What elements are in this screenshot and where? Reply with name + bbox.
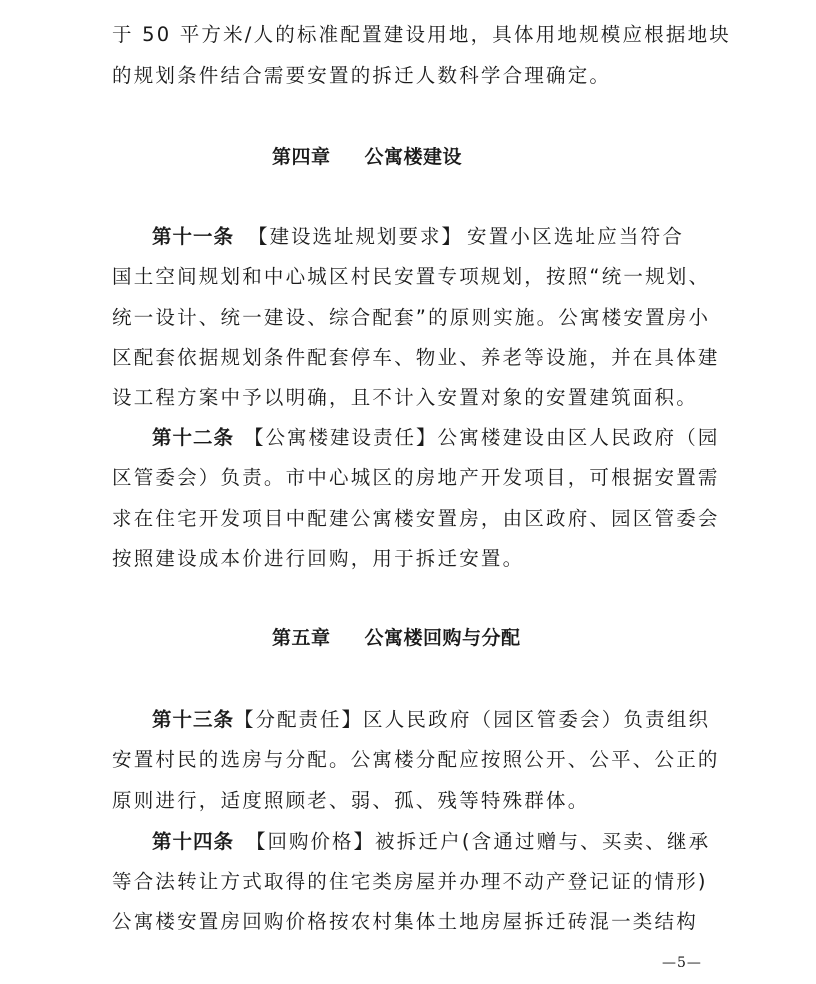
chapter-number: 第五章 (272, 627, 331, 649)
article-label: 第十四条 (152, 830, 235, 853)
body-text-line: 区配套依据规划条件配套停车、物业、养老等设施，并在具体建 (112, 346, 720, 369)
article-tag: 【分配责任】 (234, 708, 364, 731)
body-text-line: 设工程方案中予以明确，且不计入安置对象的安置建筑面积。 (112, 386, 698, 409)
article-first-line (152, 706, 710, 734)
chapter-number: 第四章 (272, 146, 331, 168)
body-text-line: 公寓楼安置房回购价格按农村集体土地房屋拆迁砖混一类结构 (112, 910, 698, 933)
body-text-line: 安置村民的选房与分配。公寓楼分配应按照公开、公平、公正的 (112, 748, 720, 771)
page-number: —5— (662, 955, 702, 971)
article-text: 安置小区选址应当符合 (467, 225, 685, 248)
article-tag: 【公寓楼建设责任】 (244, 426, 438, 449)
body-text-line: 于 50 平方米/人的标准配置建设用地，具体用地规模应根据地块 (112, 23, 731, 46)
article-tag: 【建设选址规划要求】 (248, 225, 464, 248)
article-label: 第十一条 (152, 225, 235, 248)
body-text-line: 的规划条件结合需要安置的拆迁人数科学合理确定。 (112, 64, 612, 87)
article-text: 区人民政府（园区管委会）负责组织 (363, 708, 711, 731)
body-text-line: 原则进行，适度照顾老、弱、孤、残等特殊群体。 (112, 789, 590, 812)
article-tag: 【回购价格】 (246, 830, 376, 853)
article-text: 被拆迁户(含通过赠与、买卖、继承 (375, 830, 711, 853)
body-text-line: 等合法转让方式取得的住宅类房屋并办理不动产登记证的情形) (112, 870, 708, 893)
article-first-line (152, 828, 710, 856)
body-text-line: 求在住宅开发项目中配建公寓楼安置房，由区政府、园区管委会 (112, 507, 720, 530)
chapter-heading (272, 624, 521, 652)
article-label: 第十二条 (152, 426, 235, 449)
article-text: 公寓楼建设由区人民政府（园 (437, 426, 720, 449)
chapter-heading (272, 143, 462, 171)
body-text-line: 国土空间规划和中心城区村民安置专项规划，按照“统一规划、 (112, 265, 711, 288)
body-text-line: 统一设计、统一建设、综合配套”的原则实施。公寓楼安置房小 (112, 306, 711, 329)
chapter-title: 公寓楼建设 (364, 146, 463, 168)
body-text-line: 按照建设成本价进行回购，用于拆迁安置。 (112, 547, 525, 570)
chapter-title: 公寓楼回购与分配 (364, 627, 521, 649)
body-text-line: 区管委会）负责。市中心城区的房地产开发项目，可根据安置需 (112, 466, 720, 489)
article-first-line (152, 424, 720, 452)
article-first-line (152, 223, 684, 251)
article-label: 第十三条 (152, 708, 235, 731)
